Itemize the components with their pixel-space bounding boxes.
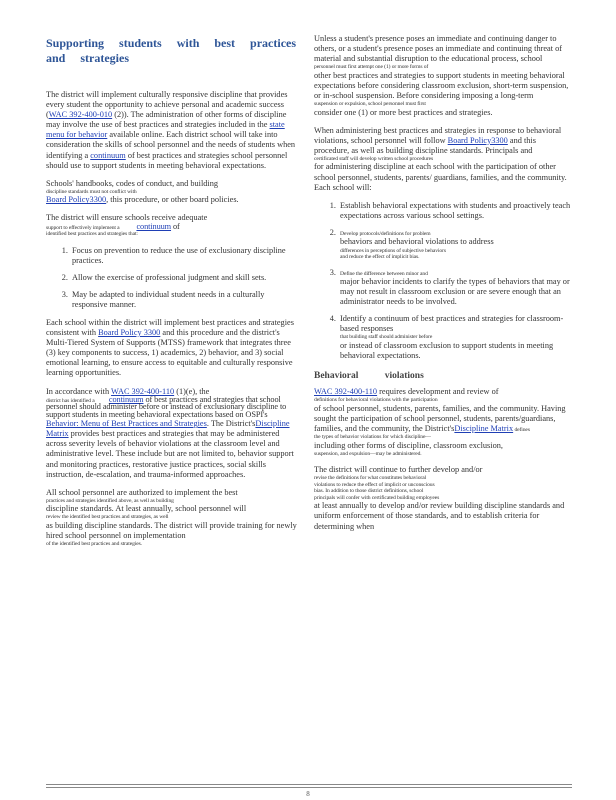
text: Each school within the district will implement best practices and strategies consistent with bbox=[46, 318, 294, 338]
paragraph-continue-develop bbox=[314, 465, 572, 531]
continuum-link[interactable]: continuum bbox=[136, 221, 172, 231]
text-small: practices and strategies identified above, as well as building bbox=[46, 497, 174, 504]
text-small: personnel must first attempt one (1) or more forms of bbox=[314, 64, 429, 71]
wac-110-link[interactable]: WAC 392-400-110 bbox=[314, 387, 378, 397]
list-item: 3. May be adapted to individual student needs in a culturally responsive manner. bbox=[70, 290, 300, 310]
text: consider one (1) or more best practices and strategies. bbox=[314, 107, 493, 117]
text-small: and reduce the effect of implicit bias. bbox=[340, 254, 420, 260]
text: major behavior incidents to clarify the types of behaviors that may or may not result in classroom exclusion or are severe enough that an administrator needs to be involved. bbox=[340, 277, 570, 307]
text: district has identified a bbox=[46, 397, 95, 404]
continuum-link[interactable]: continuum bbox=[108, 394, 144, 404]
text-small: defines bbox=[513, 427, 530, 434]
text-small: certificated staff will develop written school procedures bbox=[314, 155, 434, 162]
text: The district will ensure schools receive adequate bbox=[46, 213, 208, 223]
text: Identify a continuum of best practices and strategies for classroom-based responses bbox=[340, 314, 564, 334]
list-item bbox=[338, 268, 572, 308]
text: In accordance with bbox=[46, 386, 112, 396]
text: The district will continue to further develop and/or bbox=[314, 465, 483, 475]
wac-110-link[interactable]: WAC 392-400-110 bbox=[111, 386, 175, 396]
text-small: violations to reduce the effect of implicit or unconscious bbox=[314, 481, 435, 488]
list-item: 1. Focus on prevention to reduce the use of exclusionary discipline practices. bbox=[70, 246, 300, 266]
text: When administering best practices and strategies in response to behavioral violations, school personnel will follow bbox=[314, 125, 562, 145]
discipline-matrix-link[interactable]: Discipline Matrix bbox=[46, 419, 290, 439]
text: (2)). The administration of other forms of discipline may involve the use of best practices and strategies included in the bbox=[46, 110, 287, 130]
text: (1)(e), the bbox=[174, 386, 210, 396]
list-item bbox=[338, 314, 572, 361]
text-small: of the identified best practices and strategies. bbox=[46, 541, 143, 548]
paragraph-mtss bbox=[46, 318, 300, 379]
text: available online. Each district school will take into consideration the skills of school personnel and the needs of students when identifying a bbox=[46, 130, 296, 160]
text: behaviors and behavioral violations to address bbox=[340, 237, 494, 247]
text-small: discipline standards must not conflict with bbox=[46, 188, 137, 195]
right-column bbox=[314, 34, 572, 540]
paragraph-adequate-support bbox=[46, 213, 300, 237]
footer-rule bbox=[46, 784, 572, 785]
paragraph-accordance bbox=[46, 387, 300, 480]
paragraph-unless bbox=[314, 34, 572, 118]
text-small: definitions for behavioral violations with the participation bbox=[314, 397, 438, 404]
text-small: 3. Define the difference between minor and bbox=[340, 270, 428, 277]
text: and this procedure and the district's Multi-Tiered System of Supports (MTSS) framework that integrates three (3) key components to success, 1) academics, 2) behavior, and 3) social emotional learning, to ensure access to equitable and culturally responsive learning opportunities. bbox=[46, 328, 293, 378]
text: requires development and review of bbox=[377, 387, 499, 397]
paragraph-wac-requires bbox=[314, 387, 572, 457]
text: or instead of classroom exclusion to support students in meeting behavioral expectations. bbox=[340, 340, 554, 361]
text: , this procedure, or other board policies. bbox=[106, 195, 239, 205]
text-small: revise the definitions for what constitutes behavioral bbox=[314, 475, 427, 482]
text-small: that building staff should administer before bbox=[340, 334, 433, 341]
text-small: suspension, and expulsion—may be administered. bbox=[314, 450, 422, 457]
text: . The District's bbox=[206, 419, 256, 429]
paragraph-culturally-responsive bbox=[46, 90, 300, 171]
paragraph-authorized bbox=[46, 488, 300, 548]
text: of best practices and strategies school personnel should use to support students in meeting behavioral expectations. bbox=[46, 150, 288, 170]
text: The district will implement culturally responsive discipline that provides every student the opportunity to achieve personal and academic success ( bbox=[46, 90, 288, 120]
text: discipline standards. At least annually, school personnel will bbox=[46, 504, 247, 514]
text: and this procedure, as well as building discipline standards. Principals and bbox=[314, 135, 536, 155]
list-item bbox=[338, 228, 572, 261]
text: for administering discipline at each school with the participation of other school personnel, students, parents/ guardians, families, and the community. Each school will: bbox=[314, 162, 567, 192]
footer-rule bbox=[46, 787, 572, 788]
text: at least annually to develop and/or review building discipline standards and uniform enforcement of those standards, and to establish criteria for determining when bbox=[314, 501, 565, 531]
text: of best practices and strategies that school personnel should administer before or instead of exclusionary discipline to support students in meeting behavioral expectations based on OSPI's bbox=[46, 394, 287, 419]
text: support to effectively implement a bbox=[46, 224, 120, 231]
left-column bbox=[46, 34, 300, 556]
school-will-list bbox=[314, 201, 572, 361]
behavior-menu-link[interactable]: Behavior: Menu of Best Practices and Strategies bbox=[46, 419, 207, 429]
paragraph-handbooks bbox=[46, 179, 300, 206]
paragraph-administering bbox=[314, 126, 572, 193]
state-menu-link[interactable]: state menu for behavior bbox=[46, 120, 285, 140]
text: as building discipline standards. The district will provide training for newly hired school personnel on implementation bbox=[46, 520, 297, 540]
subheading-behavioral-violations: Behavioral violations bbox=[314, 371, 424, 382]
text-small: bias. In addition to those district definitions, school bbox=[314, 488, 424, 495]
text: including other forms of discipline, classroom exclusion, bbox=[314, 440, 503, 450]
page-number: 8 bbox=[306, 790, 310, 798]
text-small bbox=[46, 221, 300, 232]
text-small: 2. Develop protocols/definitions for problem bbox=[340, 230, 431, 237]
text: Unless a student's presence poses an immediate and continuing danger to others, or a student's presence poses an immediate and continuing threat of material and substantial disruption to the educational process, school bbox=[314, 34, 563, 64]
text-small: suspension or expulsion, school personnel must first bbox=[314, 101, 426, 108]
wac-010-link[interactable]: WAC 392-400-010 bbox=[48, 110, 113, 120]
text: All school personnel are authorized to implement the best bbox=[46, 487, 238, 497]
text-small: review the identified best practices and strategies, as well bbox=[46, 514, 169, 521]
text: of school personnel, students, parents, families, and the community. Having sought the participation of school personnel, students, parents/guardians, families, and the community, the District's bbox=[314, 403, 566, 434]
board-policy-3300-link[interactable]: Board Policy 3300 bbox=[98, 328, 161, 338]
board-policy-3300-link[interactable]: Board Policy3300 bbox=[46, 195, 107, 205]
text-small: differences in perceptions of subjective behaviors bbox=[340, 247, 446, 254]
continuum-link[interactable]: continuum bbox=[90, 150, 126, 160]
text-small: the types of behavior violations for which discipline— bbox=[314, 434, 431, 441]
board-policy-3300-link[interactable]: Board Policy3300 bbox=[447, 135, 508, 145]
support-list bbox=[46, 246, 300, 310]
text-small: identified best practices and strategies that: bbox=[46, 231, 138, 238]
section-heading: Supporting students with best practices and strategies bbox=[46, 36, 297, 65]
list-item: 1. Establish behavioral expectations with students and proactively teach expectations across various school settings. bbox=[338, 201, 572, 221]
text: other best practices and strategies to support students in meeting behavioral expectations before considering classroom exclusion, short-term suspension, or in-school suspension. Before considering imposing a long-term bbox=[314, 70, 569, 100]
text-small bbox=[46, 394, 300, 420]
text-small: principals will confer with certificated building employees bbox=[314, 494, 440, 501]
text: provides best practices and strategies that may be administered across severity levels of behavior violations at the classroom level and administrative level. These include but are not limited to, behavior support and monitoring practices, restorative justice practices, social skills instruction, de-escalation, and trauma-informed approaches. bbox=[46, 429, 294, 479]
list-item: 2. Allow the exercise of professional judgment and skill sets. bbox=[70, 273, 300, 283]
text: Schools' handbooks, codes of conduct, and building bbox=[46, 178, 219, 188]
discipline-matrix-link[interactable]: Discipline Matrix bbox=[454, 424, 514, 434]
text: of bbox=[171, 221, 180, 231]
